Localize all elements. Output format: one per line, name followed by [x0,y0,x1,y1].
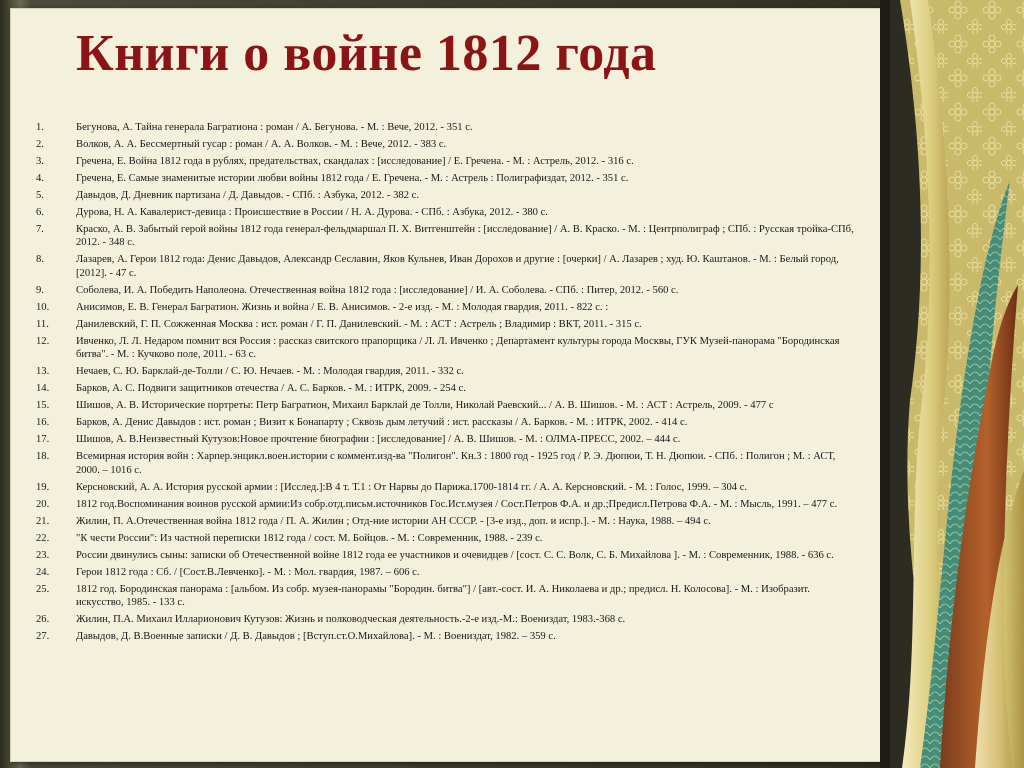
book-list-item [36,284,856,297]
book-list-item [36,433,856,446]
book-list-item [36,416,856,429]
book-list-item [36,583,856,610]
book-number: 4. [36,173,44,184]
book-list-item [36,318,856,331]
book-citation: Барков, А. Денис Давыдов : ист. роман ; Визит к Бонапарту ; Сквозь дым летучий : ист. рассказы / А. Барков. - М. : ИТРК, 2002. - 414 с. [76,417,688,429]
book-citation: Всемирная история войн : Харпер.энцикл.воен.истории с коммент.изд-ва "Полигон". Кн.3 : 1800 год - 1925 год / Р. Э. Дюпюи, Т. Н. Дюпюи. - СПб. : Полигон ; М. : АСТ, 2000. – 1016 с. [76,451,836,476]
book-citation: "К чести России": Из частной переписки 1812 года / сост. М. Бойцов. - М. : Современник, 1988. - 239 с. [76,532,543,544]
book-list-item [36,253,856,280]
book-number: 13. [36,366,50,378]
book-number: 16. [36,417,50,429]
book-list-item [36,301,856,314]
book-citation: России двинулись сыны: записки об Отечественной войне 1812 года ее участников и очевидцев / [сост. С. С. Волк, С. Б. Михайлова ]. - М. : Современник, 1988. - 636 с. [76,549,834,561]
book-number: 6. [36,207,44,218]
book-list-item [36,335,856,362]
book-citation: Жилин, П. А.Отечественная война 1812 года / П. А. Жилин ; Отд-ние истории АН СССР. - [3-е изд., доп. и испр.]. - М. : Наука, 1988. – 494 с. [76,515,711,527]
book-citation: Гречена, Е. Война 1812 года в рублях, предательствах, скандалах : [исследование] / Е. Гречена. - М. : Астрель, 2012. - 316 с. [76,156,634,167]
book-citation: Барков, А. С. Подвиги защитников отечества / А. С. Барков. - М. : ИТРК, 2009. - 254 с. [76,383,466,395]
book-citation: Анисимов, Е. В. Генерал Багратион. Жизнь и война / Е. В. Анисимов. - 2-е изд. - М. : Молодая гвардия, 2011. - 822 с. : [76,301,609,313]
book-list-item [36,121,856,134]
book-list-item [36,138,856,151]
book-number: 21. [36,515,50,527]
book-list-item [36,223,856,250]
book-list-item [36,498,856,511]
book-number: 5. [36,190,44,201]
book-list-item [36,481,856,494]
book-citation: Жилин, П.А. Михаил Илларионович Кутузов: Жизнь и полководческая деятельность.-2-е изд.-М.: Воениздат, 1983.-368 с. [76,614,626,626]
books-list [36,121,856,647]
book-number: 3. [36,156,44,167]
book-list-item [36,630,856,643]
book-citation: Давыдов, Д. В.Военные записки / Д. В. Давыдов ; [Вступ.ст.О.Михайлова]. - М. : Воениздат, 1982. – 359 с. [76,631,556,643]
book-number: 18. [36,451,50,463]
book-list-item [36,206,856,219]
book-citation: Давыдов, Д. Дневник партизана / Д. Давыдов. - СПб. : Азбука, 2012. - 382 с. [76,190,419,201]
book-citation: 1812 год.Воспоминания воинов русской армии:Из собр.отд.письм.источников Гос.Ист.музея / Сост.Петров Ф.А. и др.;Предисл.Петрова Ф.А. - М. : Мысль, 1991. – 477 с. [76,498,838,510]
book-number: 11. [36,318,49,330]
book-citation: Соболева, И. А. Победить Наполеона. Отечественная война 1812 года : [исследование] / И. А. Соболева. - СПб. : Питер, 2012. - 560 с. [76,284,679,296]
book-number: 23. [36,549,50,561]
book-citation: Нечаев, С. Ю. Барклай-де-Толли / С. Ю. Нечаев. - М. : Молодая гвардия, 2011. - 332 с. [76,366,464,378]
book-citation: Шишов, А. В.Неизвестный Кутузов:Новое прочтение биографии : [исследование] / А. В. Шишов. - М. : ОЛМА-ПРЕСС, 2002. – 444 с. [76,434,681,446]
book-citation: Керсновский, А. А. История русской армии : [Исслед.]:В 4 т. Т.1 : От Нарвы до Парижа.1700-1814 гг. / А. А. Керсновский. - М. : Голос, 1999. – 304 с. [76,481,748,493]
book-citation: Дурова, Н. А. Кавалерист-девица : Происшествие в России / Н. А. Дурова. - СПб. : Азбука, 2012. - 380 с. [76,207,548,218]
book-list-item [36,172,856,185]
book-list-item [36,399,856,412]
book-list-item [36,515,856,528]
decorative-side-panel [880,0,1024,768]
book-citation: Лазарев, А. Герои 1812 года: Денис Давыдов, Александр Сеславин, Яков Кульнев, Иван Дорохов и другие : [очерки] / А. Лазарев ; худ. Ю. Каштанов. - М. : Белый город, [2012]. - 47 с. [76,254,839,279]
book-list-item [36,382,856,395]
book-number: 22. [36,532,50,544]
book-number: 24. [36,566,50,578]
book-list-item [36,155,856,168]
book-list-item [36,532,856,545]
book-number: 9. [36,284,44,296]
book-number: 2. [36,139,44,150]
book-citation: Шишов, А. В. Исторические портреты: Петр Багратион, Михаил Барклай де Толли, Николай Раевский... / А. В. Шишов. - М. : АСТ : Астрель, 2009. - 477 с [76,400,774,412]
book-number: 7. [36,224,44,235]
book-citation: Гречена, Е. Самые знаменитые истории любви войны 1812 года / Е. Гречена. - М. : Астрель : Полиграфиздат, 2012. - 351 с. [76,173,629,184]
book-number: 1. [36,122,44,133]
book-citation: 1812 год. Бородинская панорама : [альбом. Из собр. музея-панорамы "Бородин. битва"] / [авт.-сост. И. А. Николаева и др.; предисл. Н. Колосова]. - М. : Изобразит. искусство, 1985. - 133 с. [76,583,810,609]
decorative-leaves-illustration [880,0,1024,768]
book-number: 8. [36,254,44,266]
book-number: 10. [36,301,50,313]
book-citation: Данилевский, Г. П. Сожженная Москва : ист. роман / Г. П. Данилевский. - М. : АСТ : Астрель ; Владимир : ВКТ, 2011. - 315 с. [76,318,642,330]
book-number: 26. [36,614,50,626]
book-list-item [36,189,856,202]
book-number: 17. [36,434,50,446]
book-number: 20. [36,498,50,510]
book-number: 19. [36,481,50,493]
book-number: 25. [36,583,50,595]
book-citation: Волков, А. А. Бессмертный гусар : роман / А. А. Волков. - М. : Вече, 2012. - 383 с. [76,139,447,150]
book-list-item [36,613,856,626]
book-citation: Герои 1812 года : Сб. / [Сост.В.Левченко]. - М. : Мол. гвардия, 1987. – 606 с. [76,566,420,578]
page-title: Книги о войне 1812 года [76,25,657,82]
book-list-item [36,450,856,477]
book-citation: Краско, А. В. Забытый герой войны 1812 года генерал-фельдмаршал П. Х. Витгенштейн : [исследование] / А. В. Краско. - М. : Центрполиграф ; СПб. : Русская тройка-СПб, 2012. - 348 с. [76,224,854,249]
book-citation: Бегунова, А. Тайна генерала Багратиона : роман / А. Бегунова. - М. : Вече, 2012. - 351 с. [76,122,473,133]
book-list-item [36,365,856,378]
book-list-item [36,549,856,562]
book-number: 12. [36,335,50,347]
book-number: 27. [36,631,50,643]
book-list-item [36,566,856,579]
book-number: 14. [36,383,50,395]
book-number: 15. [36,400,50,412]
book-citation: Ивченко, Л. Л. Недаром помнит вся Россия : рассказ свитского прапорщика / Л. Л. Ивченко ; Департамент культуры города Москвы, ГУК Музей-панорама "Бородинская битва". - М. : Кучково поле, 2011. - 63 с. [76,335,840,361]
